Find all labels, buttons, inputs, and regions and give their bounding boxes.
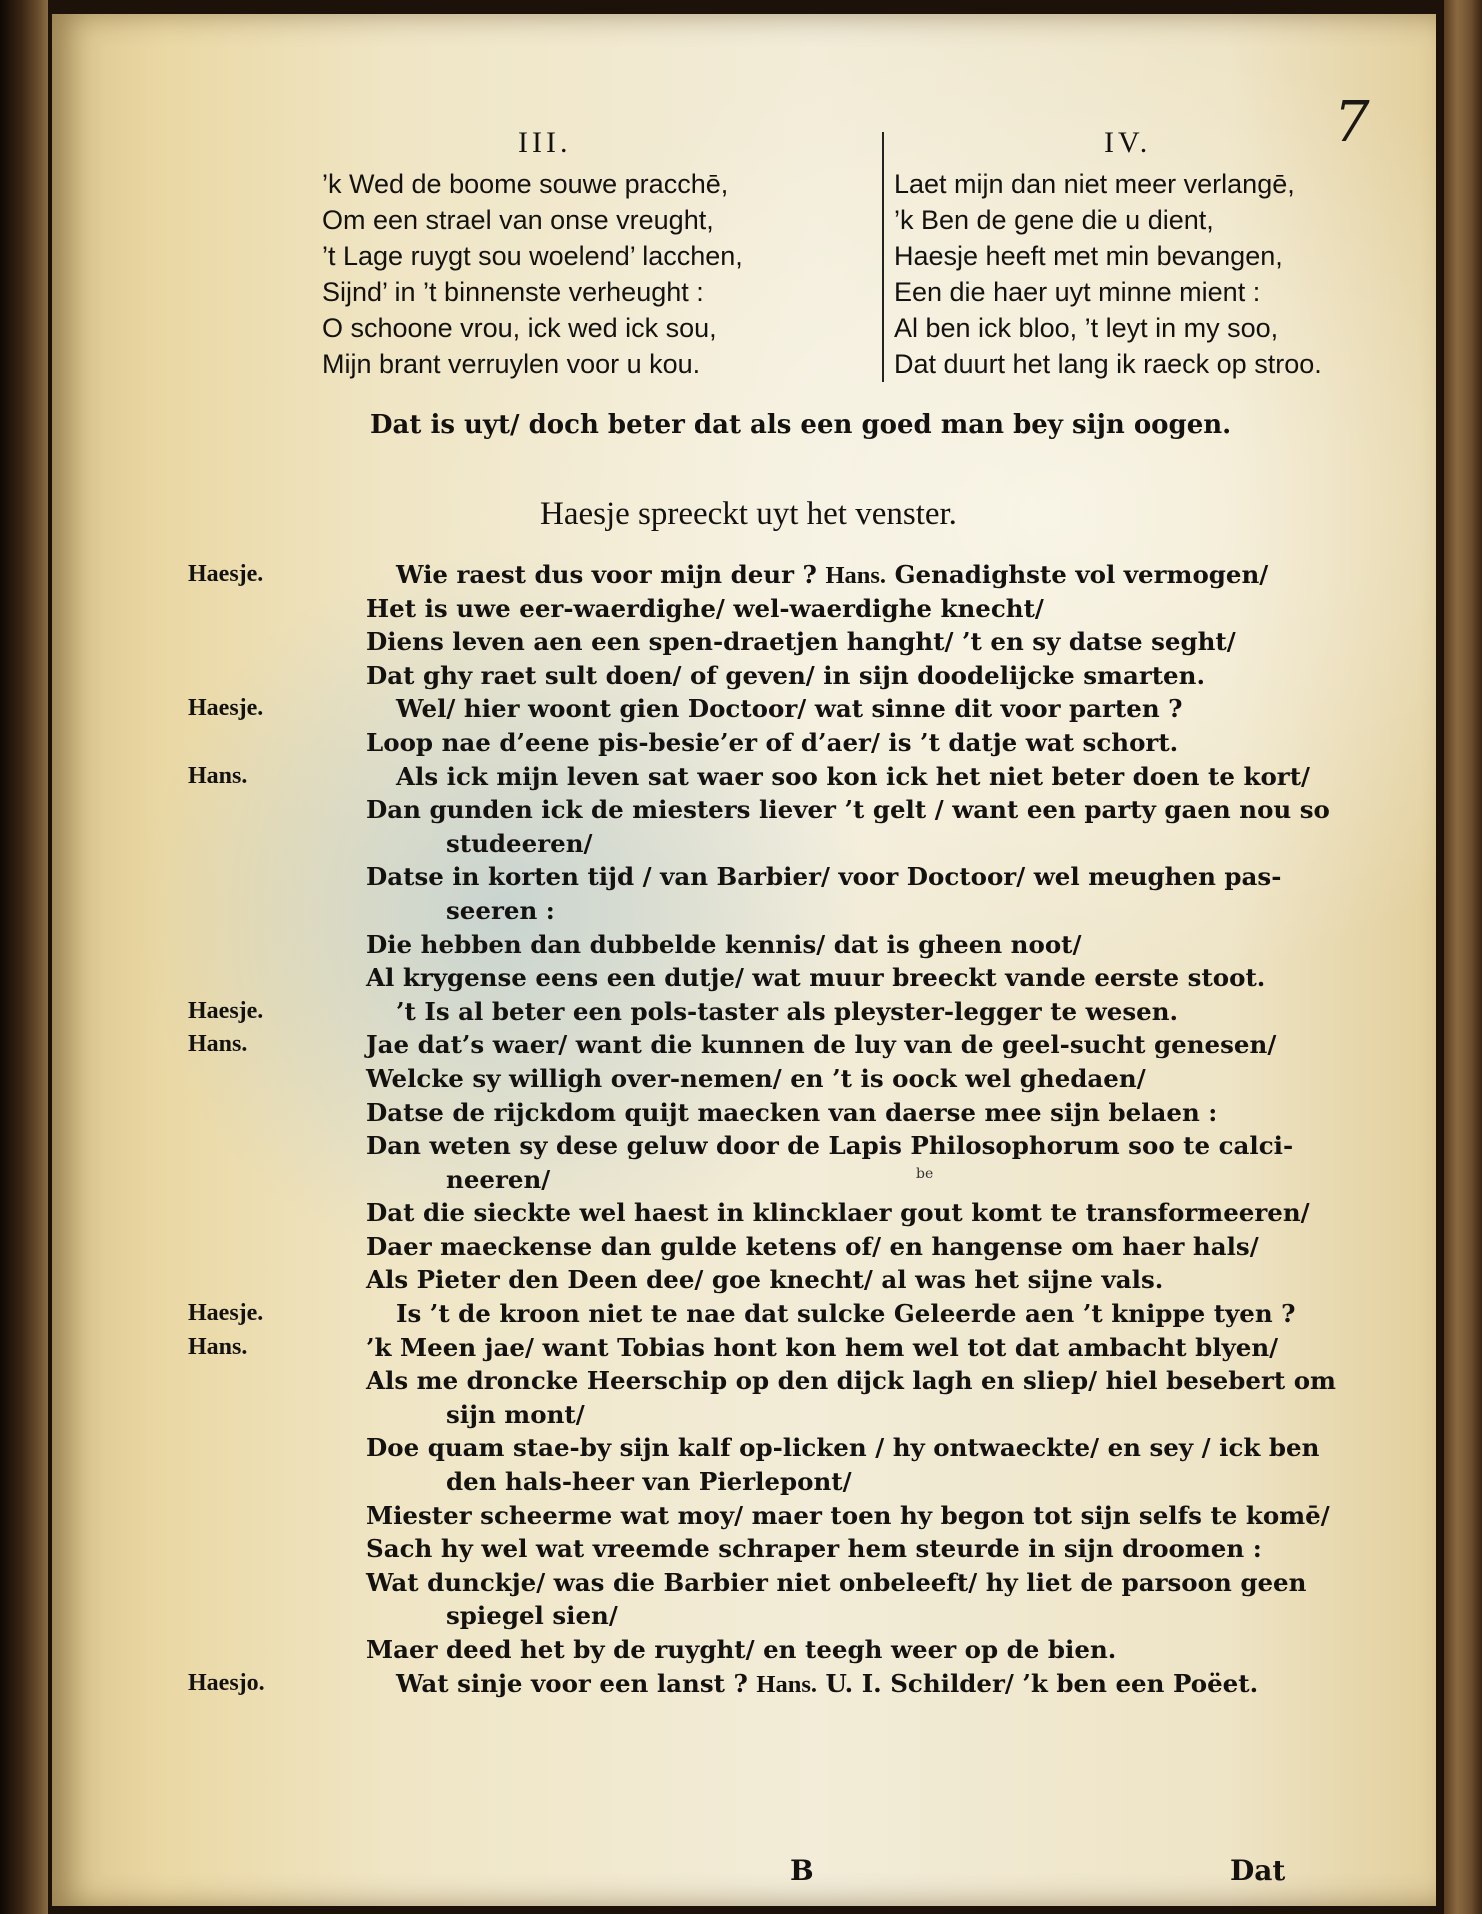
book-binding-left	[0, 0, 48, 1914]
verse-text	[446, 1398, 585, 1431]
verse-text-body: Dan gunden ick de miesters liever ’t gelt / want een party gaen nou so	[366, 795, 1330, 825]
verse-text	[396, 995, 1178, 1028]
verse-text	[366, 1028, 1276, 1061]
verse-text-body: Dan weten sy dese geluw door de Lapis Philosophorum soo te calci-	[366, 1131, 1294, 1161]
speaker-label: Hans.	[188, 762, 248, 789]
catchword: Dat	[1230, 1854, 1286, 1887]
verse-text	[366, 625, 1236, 658]
verse-text-body: sijn mont/	[446, 1399, 585, 1429]
dialogue-line	[188, 827, 1428, 861]
stanza-line: Mijn brant verruylen voor u kou.	[322, 349, 701, 379]
stanza-line: ’k Wed de boome souwe pracchē,	[322, 169, 729, 199]
verse-text	[396, 1667, 1258, 1701]
stanza-line: Al ben ick bloo, ’t leyt in my soo,	[894, 313, 1279, 343]
verse-text	[366, 1230, 1259, 1263]
stanza-line: Laet mijn dan niet meer verlangē,	[894, 169, 1295, 199]
dialogue-line	[188, 760, 1428, 794]
verse-text	[446, 1465, 852, 1498]
verse-text-body: Sach hy wel wat vreemde schraper hem steurde in sijn droomen :	[366, 1534, 1262, 1564]
verse-text-body: Daer maeckense dan gulde ketens of/ en hangense om haer hals/	[366, 1231, 1259, 1261]
stanza-heading-iv: IV.	[1104, 126, 1152, 159]
signature-mark: B	[790, 1854, 814, 1887]
verse-text-body: Wat dunckje/ was die Barbier niet onbeleeft/ hy liet de parsoon geen	[366, 1567, 1307, 1597]
dialogue-line	[188, 961, 1428, 995]
verse-text	[366, 1431, 1319, 1464]
dialogue-line	[188, 625, 1428, 659]
verse-text	[366, 928, 1081, 961]
stanza-line: ’k Ben de gene die u dient,	[894, 205, 1214, 235]
verse-text	[366, 1129, 1293, 1162]
dialogue-line	[188, 592, 1428, 626]
verse-text	[366, 1499, 1330, 1532]
verse-text	[366, 961, 1265, 994]
dialogue-line	[188, 1096, 1428, 1130]
verse-text-body: Dat ghy raet sult doen/ of geven/ in sijn doodelijcke smarten.	[366, 660, 1205, 690]
verse-text-body: den hals-heer van Pierlepont/	[446, 1467, 852, 1497]
verse-text-body: Die hebben dan dubbelde kennis/ dat is gheen noot/	[366, 929, 1082, 959]
dialogue-line	[188, 1465, 1428, 1499]
speaker-label: Haesje.	[188, 695, 264, 722]
verse-text-body: Maer deed het by de ruyght/ en teegh weer op de bien.	[366, 1635, 1117, 1664]
verse-text-body: Als me droncke Heerschip op den dijck lagh en sliep/ hiel besebert om	[366, 1366, 1336, 1396]
stanza-line: Haesje heeft met min bevangen,	[894, 241, 1283, 271]
dialogue-block	[188, 558, 1428, 1700]
verse-text-body: Is ’t de kroon niet te nae dat sulcke Geleerde aen ’t knippe tyen ?	[396, 1299, 1296, 1329]
book-page	[52, 14, 1436, 1906]
verse-text-body: Doe quam stae-by sijn kalf op-licken / hy ontwaeckte/ en sey / ick ben	[366, 1433, 1320, 1463]
verse-text	[366, 1566, 1306, 1599]
speaker-label: Haesje.	[188, 561, 264, 587]
dialogue-line	[188, 1364, 1428, 1398]
stanza-line: Een die haer uyt minne mient :	[894, 277, 1261, 307]
inline-verse-text: U. I. Schilder/ ’k ben een Poëet.	[825, 1668, 1259, 1698]
stanza-line: O schoone vrou, ick wed ick sou,	[322, 313, 717, 343]
speaker-label: Haesje.	[188, 1300, 264, 1327]
dialogue-line	[188, 1129, 1428, 1163]
verse-text-body: Het is uwe eer-waerdighe/ wel-waerdighe knecht/	[366, 593, 1044, 623]
dialogue-line	[188, 1532, 1428, 1566]
dialogue-line	[188, 726, 1428, 760]
dialogue-line	[188, 1263, 1428, 1297]
stanza-heading-iii: III.	[518, 126, 572, 159]
verse-text-body: seeren :	[446, 895, 555, 925]
dialogue-line	[188, 1667, 1428, 1701]
verse-text	[366, 793, 1330, 826]
verse-text-body: Loop nae d’eene pis-besie’er of d’aer/ is ’t datje wat schort.	[366, 727, 1179, 757]
stanza-line: ’t Lage ruygt sou woelend’ lacchen,	[322, 241, 743, 271]
verse-text-body: studeeren/	[446, 828, 593, 858]
verse-text-body: ’k Meen jae/ want Tobias hont kon hem wel tot dat ambacht blyen/	[366, 1332, 1279, 1362]
verse-text	[396, 692, 1183, 725]
verse-text-body: Miester scheerme wat moy/ maer toen hy begon tot sijn selfs te komē/	[366, 1500, 1330, 1530]
dialogue-line	[188, 1431, 1428, 1465]
speaker-label: Hans.	[188, 1333, 248, 1360]
dialogue-line	[188, 558, 1428, 592]
verse-text	[366, 1633, 1116, 1666]
verse-text-body: Dat die sieckte wel haest in klincklaer gout komt te transformeeren/	[366, 1198, 1310, 1228]
dialogue-line	[188, 1566, 1428, 1600]
motto-line: Dat is uyt/ doch beter dat als een goed man bey sijn oogen.	[370, 410, 1232, 440]
verse-text-body: Wat sinje voor een lanst ?	[396, 1668, 748, 1698]
verse-text	[366, 659, 1205, 692]
dialogue-line	[188, 1196, 1428, 1230]
dialogue-line	[188, 793, 1428, 827]
page-number: 7	[1334, 90, 1370, 155]
dialogue-line	[188, 1230, 1428, 1264]
speaker-label: Hans.	[188, 1031, 248, 1058]
verse-text	[396, 1297, 1296, 1330]
verse-text	[366, 1062, 1146, 1095]
inline-verse-text: Genadighste vol vermogen/	[894, 560, 1269, 589]
verse-text	[446, 1163, 550, 1196]
dialogue-line	[188, 692, 1428, 726]
dialogue-line	[188, 860, 1428, 894]
verse-text-body: Als ick mijn leven sat waer soo kon ick het niet beter doen te kort/	[396, 761, 1310, 791]
dialogue-line	[188, 659, 1428, 693]
verse-text-body: ’t Is al beter een pols-taster als pleyster-legger te wesen.	[396, 996, 1179, 1026]
verse-text-body: Diens leven aen een spen-draetjen hanght/ ’t en sy datse seght/	[366, 627, 1236, 657]
dialogue-line	[188, 1297, 1428, 1331]
stanza-line: Om een strael van onse vreught,	[322, 205, 714, 235]
verse-text	[366, 726, 1178, 759]
verse-text-body: neeren/	[446, 1164, 551, 1194]
dialogue-line	[188, 1028, 1428, 1062]
inline-speaker-label: Hans.	[825, 562, 887, 589]
dialogue-line	[188, 1633, 1428, 1667]
verse-text	[366, 1532, 1262, 1565]
stanza-line: Dat duurt het lang ik raeck op stroo.	[894, 349, 1322, 379]
verse-text	[396, 558, 1268, 592]
dialogue-line	[188, 1331, 1428, 1365]
verse-text	[366, 1196, 1310, 1229]
verse-text-body: Datse de rijckdom quijt maecken van daerse mee sijn belaen :	[366, 1097, 1218, 1127]
verse-text-body: Al krygense eens een dutje/ wat muur breeckt vande eerste stoot.	[366, 963, 1266, 993]
verse-text-body: Wie raest dus voor mijn deur ?	[396, 560, 817, 589]
verse-text-body: Jae dat’s waer/ want die kunnen de luy van de geel-sucht genesen/	[366, 1030, 1277, 1060]
verse-text-body: Als Pieter den Deen dee/ goe knecht/ al was het sijne vals.	[366, 1265, 1164, 1295]
stanza-line: Sijnd’ in ’t binnenste verheught :	[322, 277, 704, 307]
marginal-note: be	[916, 1166, 934, 1182]
verse-text	[366, 1096, 1217, 1129]
column-divider	[882, 132, 884, 382]
verse-text	[366, 860, 1281, 893]
verse-text	[366, 1331, 1278, 1364]
dialogue-line	[188, 1499, 1428, 1533]
verse-text	[366, 1364, 1336, 1397]
speaker-label: Haesjo.	[188, 1669, 265, 1696]
verse-text-body: Datse in korten tijd / van Barbier/ voor Doctoor/ wel meughen pas-	[366, 862, 1282, 892]
verse-text	[366, 1263, 1163, 1296]
dialogue-line	[188, 1398, 1428, 1432]
verse-text	[366, 592, 1044, 625]
verse-text	[446, 1599, 618, 1632]
stanza-iii	[322, 166, 743, 382]
dialogue-line	[188, 1062, 1428, 1096]
dialogue-line	[188, 995, 1428, 1029]
dialogue-line	[188, 1163, 1428, 1197]
dialogue-line	[188, 928, 1428, 962]
verse-text-body: Welcke sy willigh over-nemen/ en ’t is oock wel ghedaen/	[366, 1063, 1146, 1093]
inline-speaker-label: Hans.	[756, 1670, 817, 1698]
book-cover-edge-right	[1444, 0, 1482, 1914]
verse-text	[396, 760, 1310, 793]
dialogue-line	[188, 894, 1428, 928]
verse-text-body: Wel/ hier woont gien Doctoor/ wat sinne dit voor parten ?	[396, 694, 1183, 724]
verse-text	[446, 894, 555, 927]
speaker-label: Haesje.	[188, 997, 264, 1024]
stanza-iv	[894, 166, 1322, 382]
section-heading: Haesje spreeckt uyt het venster.	[540, 496, 957, 532]
verse-text-body: spiegel sien/	[446, 1601, 618, 1631]
dialogue-line	[188, 1599, 1428, 1633]
verse-text	[446, 827, 593, 860]
